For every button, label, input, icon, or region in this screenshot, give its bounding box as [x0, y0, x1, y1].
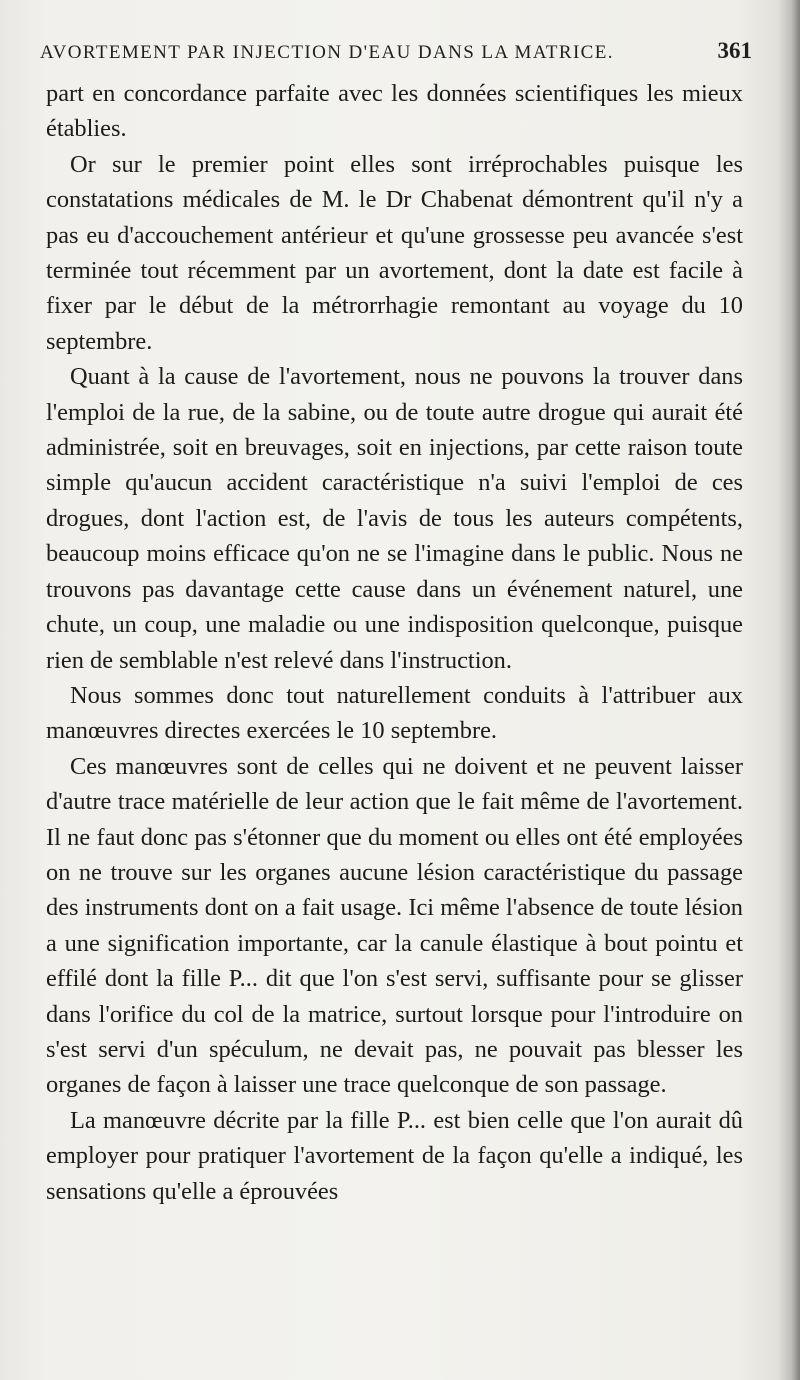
paragraph: Or sur le premier point elles sont irréprochables puisque les constatations médicales de M. le Dr Chabenat démontrent qu'il n'y a pas eu d'accouchement antérieur et qu'une grossesse peu avancée s'est terminée tout récemment par un avortement, dont la date est facile à fixer par le début de la métrorrhagie remontant au voyage du 10 septembre.	[46, 150, 743, 355]
paragraph: Nous sommes donc tout naturellement conduits à l'attribuer aux manœuvres directes exercées le 10 septembre.	[46, 681, 743, 745]
running-head: AVORTEMENT PAR INJECTION D'EAU DANS LA MATRICE.	[40, 42, 614, 63]
paragraph: La manœuvre décrite par la fille P... est bien celle que l'on aurait dû employer pour pratiquer l'avortement de la façon qu'elle a indiqué, les sensations qu'elle a éprouvées	[46, 1106, 743, 1205]
body-text	[46, 76, 743, 1209]
page-header	[40, 38, 752, 74]
page-number: 361	[717, 38, 752, 63]
paragraph: Quant à la cause de l'avortement, nous ne pouvons la trouver dans l'emploi de la rue, de la sabine, ou de toute autre drogue qui aurait été administrée, soit en breuvages, soit en injections, par cette raison toute simple qu'aucun accident caractéristique n'a suivi l'emploi de ces drogues, dont l'action est, de l'avis de tous les auteurs compétents, beaucoup moins efficace qu'on ne se l'imagine dans le public. Nous ne trouvons pas davantage cette cause dans un événement naturel, une chute, un coup, une maladie ou une indisposition quelconque, puisque rien de semblable n'est relevé dans l'instruction.	[46, 363, 743, 674]
paragraph: Ces manœuvres sont de celles qui ne doivent et ne peuvent laisser d'autre trace matérielle de leur action que le fait même de l'avortement. Il ne faut donc pas s'étonner que du moment ou elles ont été employées on ne trouve sur les organes aucune lésion caractéristique du passage des instruments dont on a fait usage. Ici même l'absence de toute lésion a une signification importante, car la canule élastique à bout pointu et effilé dont la fille P... dit que l'on s'est servi, suffisante pour se glisser dans l'orifice du col de la matrice, surtout lorsque pour l'introduire on s'est servi d'un spéculum, ne devait pas, ne pouvait pas blesser les organes de façon à laisser une trace quelconque de son passage.	[46, 752, 743, 1099]
page-gutter-shadow	[778, 0, 800, 1380]
paragraph: part en concordance parfaite avec les données scientifiques les mieux établies.	[46, 80, 743, 143]
